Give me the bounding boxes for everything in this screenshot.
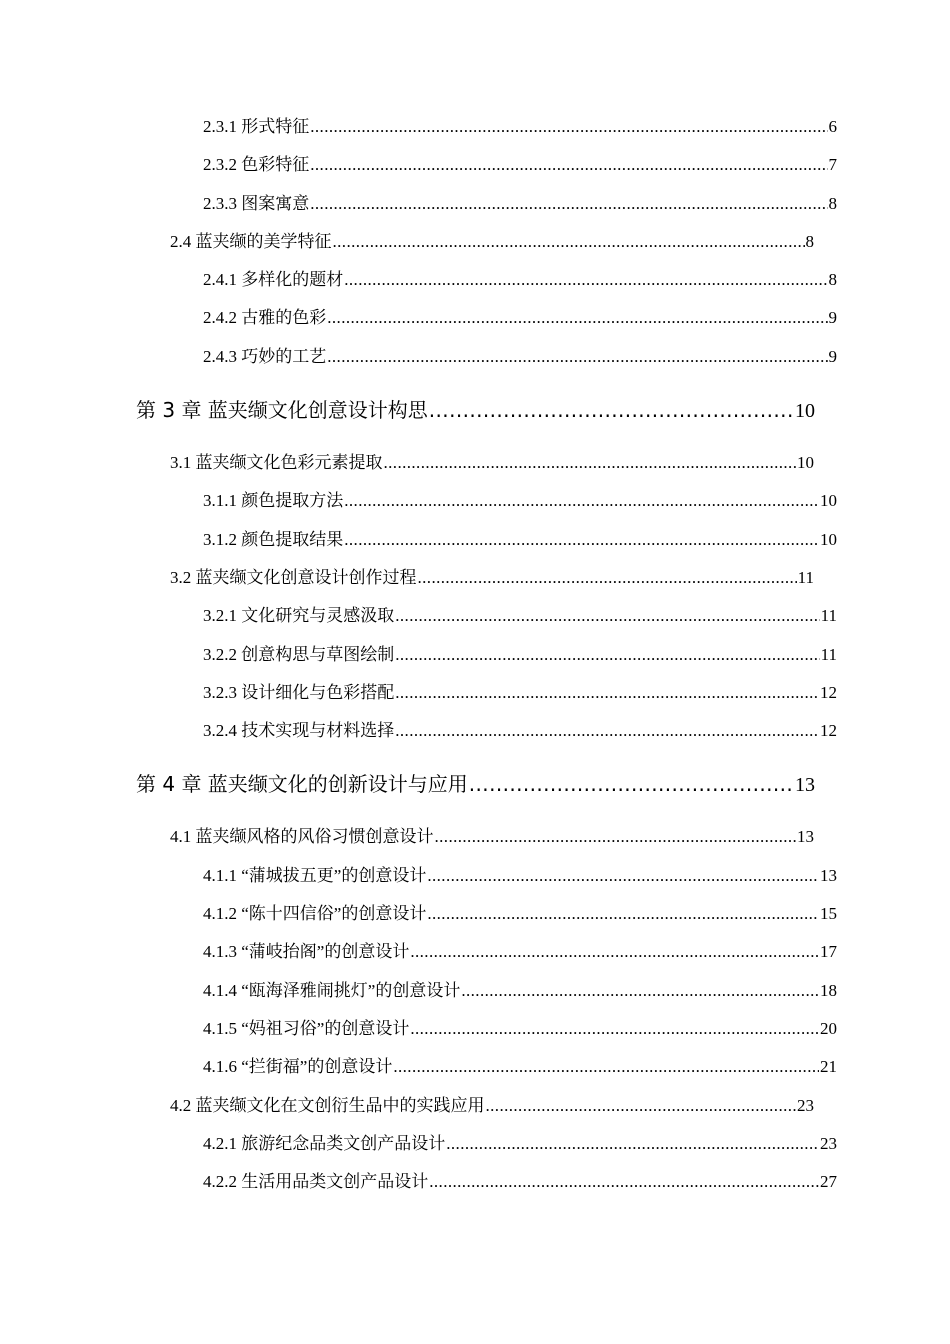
toc-entry[interactable] <box>203 1010 837 1048</box>
toc-entry-label: 4.1.2 “陈十四信俗”的创意设计 <box>203 904 427 924</box>
toc-page-number: 17 <box>820 942 837 962</box>
toc-leader-dots <box>395 674 819 712</box>
toc-entry-label: 4.1 蓝夹缬风格的风俗习惯创意设计 <box>170 827 434 847</box>
toc-entry-label: 4.1.6 “拦街福”的创意设计 <box>203 1057 393 1077</box>
toc-entry-label: 4.1.4 “瓯海泽雅闹挑灯”的创意设计 <box>203 980 461 1000</box>
toc-entry[interactable] <box>203 972 837 1010</box>
toc-entry-label: 第 4 章 蓝夹缬文化的创新设计与应用 <box>136 772 468 797</box>
table-of-contents <box>0 108 950 1201</box>
toc-entry-label: 3.1 蓝夹缬文化色彩元素提取 <box>170 453 383 473</box>
toc-page-number: 13 <box>820 865 837 885</box>
toc-entry[interactable] <box>203 1048 837 1086</box>
toc-entry[interactable] <box>203 597 837 635</box>
toc-page-number: 13 <box>795 774 815 797</box>
toc-entry[interactable] <box>203 636 837 674</box>
toc-entry[interactable] <box>203 482 837 520</box>
toc-leader-dots <box>344 482 819 520</box>
toc-entry-label: 3.2 蓝夹缬文化创意设计创作过程 <box>170 567 417 587</box>
toc-leader-dots <box>410 933 819 971</box>
toc-leader-dots <box>435 818 797 856</box>
toc-page-number: 21 <box>820 1057 837 1077</box>
toc-entry-label: 3.1.1 颜色提取方法 <box>203 491 344 511</box>
toc-leader-dots <box>418 559 797 597</box>
toc-entry[interactable] <box>203 857 837 895</box>
toc-entry[interactable] <box>203 261 837 299</box>
toc-chapter-entry[interactable] <box>136 382 815 438</box>
toc-entry-label: 2.4.3 巧妙的工艺 <box>203 346 327 366</box>
toc-page-number: 8 <box>805 231 814 251</box>
toc-entry-label: 2.3.3 图案寓意 <box>203 193 310 213</box>
toc-page-number: 10 <box>820 529 837 549</box>
toc-page-number: 7 <box>828 155 837 175</box>
toc-entry-label: 2.3.1 形式特征 <box>203 117 310 136</box>
toc-entry-label: 2.4.2 古雅的色彩 <box>203 308 327 328</box>
toc-entry[interactable] <box>203 1125 837 1163</box>
toc-leader-dots <box>427 857 819 895</box>
toc-page-number: 8 <box>828 193 837 213</box>
toc-entry[interactable] <box>203 299 837 337</box>
toc-leader-dots <box>327 338 827 376</box>
toc-entry-label: 第 3 章 蓝夹缬文化创意设计构思 <box>136 398 428 423</box>
toc-entry-label: 2.3.2 色彩特征 <box>203 155 310 175</box>
toc-leader-dots <box>393 1048 819 1086</box>
toc-page-number: 27 <box>820 1172 837 1192</box>
toc-leader-dots <box>384 444 797 482</box>
toc-leader-dots <box>427 895 819 933</box>
toc-entry[interactable] <box>203 338 837 376</box>
toc-entry[interactable] <box>203 521 837 559</box>
toc-leader-dots <box>344 521 819 559</box>
toc-entry-label: 3.1.2 颜色提取结果 <box>203 529 344 549</box>
toc-entry-label: 4.1.5 “妈祖习俗”的创意设计 <box>203 1018 410 1038</box>
toc-entry-label: 2.4.1 多样化的题材 <box>203 270 344 290</box>
toc-page-number: 12 <box>820 721 837 741</box>
toc-page-number: 9 <box>828 346 837 366</box>
toc-entry-label: 4.2.1 旅游纪念品类文创产品设计 <box>203 1133 446 1153</box>
toc-leader-dots <box>461 972 819 1010</box>
toc-entry[interactable] <box>203 712 837 750</box>
toc-page-number: 23 <box>797 1095 814 1115</box>
toc-entry-label: 4.2 蓝夹缬文化在文创衍生品中的实践应用 <box>170 1095 485 1115</box>
toc-page-number: 9 <box>828 308 837 328</box>
toc-leader-dots <box>469 756 794 812</box>
toc-leader-dots <box>327 299 827 337</box>
toc-page-number: 8 <box>828 270 837 290</box>
toc-leader-dots <box>310 185 827 223</box>
toc-entry[interactable] <box>203 895 837 933</box>
toc-leader-dots <box>486 1087 797 1125</box>
toc-entry[interactable] <box>170 223 814 261</box>
toc-page-number: 10 <box>820 491 837 511</box>
toc-page-number: 12 <box>820 682 837 702</box>
toc-entry[interactable] <box>203 108 837 146</box>
toc-entry-label: 4.2.2 生活用品类文创产品设计 <box>203 1172 429 1192</box>
toc-entry-label: 3.2.1 文化研究与灵感汲取 <box>203 606 395 626</box>
toc-leader-dots <box>446 1125 819 1163</box>
toc-page-number: 11 <box>820 644 837 664</box>
toc-entry-label: 3.2.4 技术实现与材料选择 <box>203 721 395 741</box>
toc-page-number: 11 <box>820 606 837 626</box>
toc-entry[interactable] <box>203 674 837 712</box>
toc-entry[interactable] <box>203 1163 837 1201</box>
toc-entry[interactable] <box>203 185 837 223</box>
toc-page-number: 10 <box>795 400 815 423</box>
toc-entry-label: 2.4 蓝夹缬的美学特征 <box>170 231 332 251</box>
toc-page-number: 6 <box>828 117 837 136</box>
toc-page-number: 13 <box>797 827 814 847</box>
toc-entry[interactable] <box>170 559 814 597</box>
toc-page-number: 10 <box>797 453 814 473</box>
toc-entry-label: 4.1.3 “蒲岐抬阁”的创意设计 <box>203 942 410 962</box>
toc-leader-dots <box>429 382 794 438</box>
toc-leader-dots <box>310 108 827 146</box>
toc-leader-dots <box>310 146 827 184</box>
toc-leader-dots <box>410 1010 819 1048</box>
toc-entry[interactable] <box>170 1087 814 1125</box>
toc-entry[interactable] <box>203 933 837 971</box>
toc-entry[interactable] <box>203 146 837 184</box>
toc-entry-label: 4.1.1 “蒲城拔五更”的创意设计 <box>203 865 427 885</box>
toc-entry[interactable] <box>170 444 814 482</box>
toc-leader-dots <box>395 712 819 750</box>
toc-page-number: 15 <box>820 904 837 924</box>
toc-leader-dots <box>395 597 819 635</box>
toc-chapter-entry[interactable] <box>136 756 815 812</box>
toc-page-number: 18 <box>820 980 837 1000</box>
toc-entry-label: 3.2.3 设计细化与色彩搭配 <box>203 682 395 702</box>
toc-leader-dots <box>333 223 805 261</box>
toc-leader-dots <box>429 1163 819 1201</box>
toc-page-number: 23 <box>820 1133 837 1153</box>
toc-leader-dots <box>344 261 827 299</box>
toc-entry[interactable] <box>170 818 814 856</box>
toc-page-number: 20 <box>820 1018 837 1038</box>
toc-leader-dots <box>395 636 819 674</box>
toc-entry-label: 3.2.2 创意构思与草图绘制 <box>203 644 395 664</box>
toc-page-number: 11 <box>797 567 814 587</box>
